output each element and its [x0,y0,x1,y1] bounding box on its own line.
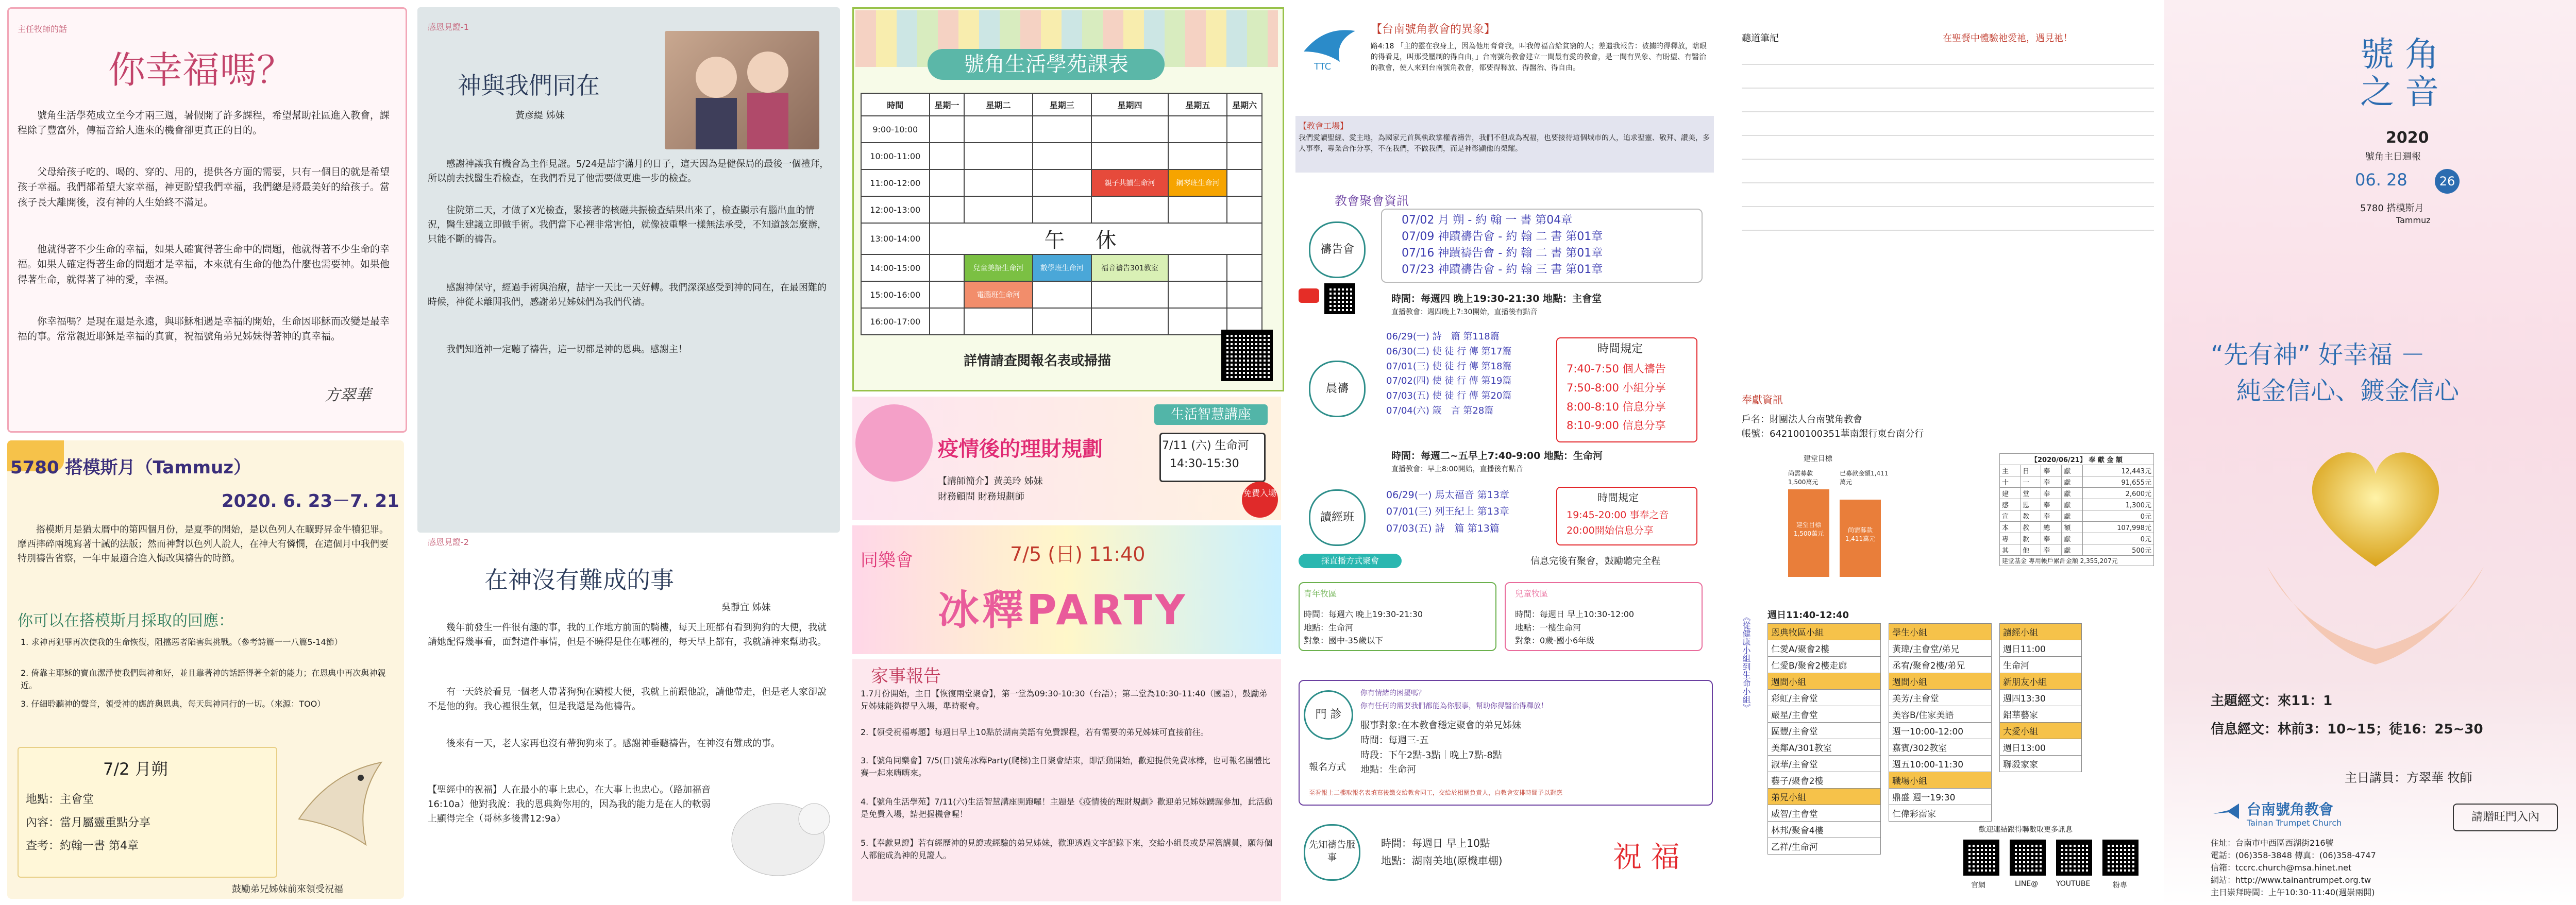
party-title: 冰釋PARTY [938,586,1188,634]
qr-label-fanpage: 粉專 [2113,881,2127,890]
group-item: 美鄰A/301教室 [1768,739,1881,756]
group-item: 週日13:00 [2000,739,2082,756]
fin-cell: 獻 [2062,544,2082,556]
group-item: 嘉賓/302教室 [1889,739,1992,756]
kids-label: 兒童牧區 [1515,589,1548,599]
bible-item-3: 07/03(五) 詩 篇 第13篇 [1386,522,1500,534]
youtube-icon[interactable] [1299,288,1319,303]
fin-cell: 建 [2000,488,2021,499]
fin-cell: 教 [2021,522,2041,533]
morning-item-5: 07/03(五) 使 徒 行 傳 第20篇 [1386,390,1512,402]
testimony-2-blessing: 【聖經中的祝福】人在最小的事上忠心，在大事上也忠心。（路加福音16:10a）他對我說：我的恩典夠你用的，因為我的能力是在人的軟弱上顯得完全（哥林多後書12:9a） [428,784,711,824]
news-item-4: 4.【號角生活學苑】7/11(六)生活智慧講座開跑囉！主題是《疫情後的理財規劃》歡迎弟兄姊妹踴躍參加，此活動是免費入場，請把握機會喔！ [861,797,1273,819]
group-item: 鼎盛 週一19:30 [1889,789,1992,805]
fin-cell: 款 [2021,533,2041,544]
class-computer: 電腦班生命河 [964,281,1033,308]
info-date: 7/2 月朔 [103,759,168,779]
group-header: 週日11:40-12:40 [1767,610,1849,621]
counsel-q2: 你有任何的需要我們都能為你服事，幫助你得醫治得釋放！ [1360,702,1548,710]
issue-date: 06. 28 [2355,170,2407,190]
bulletin-subtitle: 號角主日週報 [2365,151,2421,162]
bible-schedule-title: 時間規定 [1597,491,1639,504]
fin-cell: 本 [2000,522,2021,533]
bible-label: 讀經班 [1309,489,1366,546]
offering-bank: 帳號：642100100351華南銀行東台南分行 [1742,429,1924,439]
group-item: 區豐/主會堂 [1768,723,1881,739]
ttc-logo [1299,21,1360,72]
finance-table [1999,453,2154,566]
church-email[interactable]: 信箱：tccrc.church@msa.hinet.net [2211,863,2352,873]
offering-title: 奉獻資訊 [1742,394,1783,406]
svg-text:TTC: TTC [1314,61,1332,72]
schedule-title: 號角生活學苑課表 [928,49,1165,80]
offering-account: 戶名：財團法人台南號角教會 [1742,414,1862,425]
morning-schedule-title: 時間規定 [1597,343,1643,355]
group-item: 美容B/住家美語 [1889,706,1992,723]
prayer-note: 直播教會：週四晚上7:30開始，直播後有點音 [1391,308,1538,316]
group-item: 彩虹/主會堂 [1768,690,1881,706]
panel-cover [2164,0,2576,905]
slogan-line-1: “先有神” 好幸福 － [2211,340,2426,369]
sched-header: 星期二 [964,93,1033,116]
info-place: 地點：主會堂 [26,793,94,806]
group-item: 美芳/主會堂 [1889,690,1992,706]
news-item-1: 1.7月份開始，主日【恢復兩堂聚會】，第一堂為09:30-10:30（台語）；第二堂為10:30-11:40（國語），鼓勵弟兄姊妹能夠提早入場，準時聚會。 [861,689,1268,711]
receive-item-2: 2. 倚靠主耶穌的寶血潔淨使我們與神和好，並且靠著神的話語得著全新的能力；在恩典中再次與神親近。 [21,668,386,690]
lecture-tag: 生活智慧講座 [1154,404,1268,425]
fin-cell: 獻 [2062,476,2082,488]
fin-cell: 十 [2000,476,2021,488]
group-item: 週日11:00 [2000,640,2082,657]
party-org: 同樂會 [861,550,913,571]
fin-cell: 額 [2062,522,2082,533]
church-name-en: Tainan Trumpet Church [2247,818,2342,828]
group-item: 週一10:00-12:00 [1889,723,1992,739]
panel-meetings [1288,0,1721,905]
lunch-char-1: 午 [1044,229,1096,252]
bottom-note: 鼓勵弟兄姊妹前來領受祝福 [232,884,343,895]
group-side-note: 《從健康小組到生命小組》 [1741,613,1751,712]
morning-item-6: 07/04(六) 箴 言 第28篇 [1386,405,1494,416]
message-verse: 信息經文：林前3：10~15；徒16：25~30 [2211,722,2483,737]
sched-header: 時間 [861,93,930,116]
news-header: 教會聚會資訊 [1335,194,1409,208]
group-item: 恩典牧區小組 [1768,624,1881,640]
hands-illustration [2257,546,2494,675]
receive-item-1: 1. 求神再犯罪再次使我的生命恢復，阻擋惡者陷害與挑戰。（參考詩篇一一八篇5-14節） [21,637,343,647]
fin-total: 建堂基金 專用帳戶累計金額 2,355,207元 [2000,556,2154,566]
class-gospel: 福音禱告301教室 [1091,254,1168,281]
info-reading: 查考：約翰一書 第4章 [26,840,139,852]
prophetic-label: 先知禱告服事 [1304,824,1360,881]
qr-title: 歡迎連結跟得聯數取更多訊息 [1979,826,2073,834]
sched-time: 11:00-12:00 [861,169,930,196]
main-verse: 主題經文：來11：1 [2211,693,2333,709]
youth-time: 時間：每週六 晚上19:30-21:30 [1304,609,1423,619]
church-name: 台南號角教會 [2247,801,2334,818]
sched-time: 12:00-13:00 [861,196,930,223]
testimony-author-1: 黃彦緹 姊妹 [515,110,565,121]
youth-target: 對象：國中-35歲以下 [1304,636,1384,646]
testimony-tag-2: 感恩見證-2 [428,537,469,547]
counsel-place: 地點：生命河 [1360,764,1416,776]
fin-cell: 總 [2041,522,2062,533]
fin-amount: 107,998元 [2082,522,2153,533]
group-item: 週間小組 [1768,673,1881,690]
groups-col-1 [1767,623,1881,855]
fin-cell: 奉 [2041,488,2062,499]
morning-schedule-3: 8:00-8:10 信息分享 [1567,400,1666,413]
group-item: 嚴星/主會堂 [1768,706,1881,723]
morning-schedule-4: 8:10-9:00 信息分享 [1567,419,1666,432]
qr-label-youtube: YOUTUBE [2056,880,2091,888]
group-item: 鋁華藝家 [2000,706,2082,723]
mission-title: 【教會工場】 [1299,121,1349,131]
qr-label-line: LINE@ [2015,880,2039,888]
fin-amount: 1,300元 [2082,499,2153,510]
group-item: 淑華/主會堂 [1768,756,1881,772]
morning-note: 直播教會：早上8:00開始，直播後有點音 [1391,465,1523,473]
group-item: 學生小組 [1889,624,1992,640]
counsel-label: 門 診 [1304,690,1353,740]
group-item: 聯殺家家 [2000,756,2082,772]
fin-cell: 宣 [2000,510,2021,522]
counsel-q1: 你有情緒的困擾嗎？ [1360,689,1425,697]
testimony-1-para-4: 我們知道神一定聽了禱告，這一切都是神的恩典。感謝主！ [446,344,687,355]
lamb-illustration [721,762,835,896]
paragraph-1: 號角生活學苑成立至今才兩三週，暑假開了許多課程，希望幫助社區進入教會，課程除了豐富外，傳福音給人進來的機會卻更真正的目的。 [18,110,390,136]
church-phone: 電話：(06)358-3848 傳真：(06)358-4747 [2211,850,2376,860]
fin-amount: 500元 [2082,544,2153,556]
news-item-2: 2.【領受祝福專題】每週日早上10點於湖南美語有免費課程，若有需要的弟兄姊妹可直接前往。 [861,727,1209,737]
fin-cell: 奉 [2041,533,2062,544]
reserve-label: 報名方式 [1309,762,1346,773]
panel-testimonies [412,0,845,905]
sched-time: 9:00-10:00 [861,116,930,143]
class-english: 兒童美語生命河 [964,254,1033,281]
lecture-title: 疫情後的理財規劃 [938,437,1103,461]
line-qr-code[interactable] [2010,840,2046,876]
morning-item-1: 06/29(一) 詩 篇 第118篇 [1386,331,1500,342]
fin-cell: 奉 [2041,510,2062,522]
group-item: 仁愛A/聚會2樓 [1768,640,1881,657]
bible-item-1: 06/29(一) 馬太福音 第13章 [1386,489,1509,501]
morning-schedule-2: 7:50-8:00 小組分享 [1567,381,1666,394]
online-note: 信息完後有聚會，鼓勵聽完全程 [1530,556,1660,567]
group-item: 週五10:00-11:30 [1889,756,1992,772]
panel-pastor-message [0,0,412,905]
month-title: 5780 搭模斯月（Tammuz） [10,457,251,478]
fin-cell: 恩 [2021,499,2041,510]
testimony-1-para-3: 感謝神保守，經過手術與治療，喆宇一天比一天好轉。我們深深感受到神的同在，在最困難的時候，神從未離開我們，感謝弟兄姊妹們為我們代禱。 [428,282,827,308]
month-dates: 2020. 6. 23－7. 21 [222,491,399,511]
fanpage-qr-code[interactable] [2102,840,2139,876]
fin-cell: 奉 [2041,465,2062,476]
paragraph-4: 你幸福嗎？是現在還是永遠，與耶穌相遇是幸福的開始，生命因耶穌而改變是最幸福的事。常常親近耶穌是幸福的真實，祝福號角弟兄姊妹得著神的真幸福。 [18,316,390,343]
fin-cell: 獻 [2062,510,2082,522]
fin-amount: 2,600元 [2082,488,2153,499]
online-button[interactable]: 採直播方式聚會 [1299,554,1402,568]
fin-cell: 專 [2000,533,2021,544]
sched-header: 星期五 [1168,93,1227,116]
bar-remaining: 尚需募款 1,411萬元 [1840,500,1881,577]
hebrew-month: 5780 搭模斯月 [2360,203,2424,214]
sched-time: 16:00-17:00 [861,308,930,335]
month-text: 搭模斯月是猶太曆中的第四個月份，是夏季的開始，是以色列人在曠野昇金牛犢犯罪。摩西摔碎兩塊寫著十誡的法版；然而神對以色列人說人，在神大有憐憫，在這個月中我們要特別禱告省察，一年中最適合進入悔改與禱告的時節。 [18,524,389,564]
prayer-item-4: 07/23 神蹟禱告會 - 約 翰 三 書 第01章 [1402,263,1603,276]
class-piano: 鋼琴班生命河 [1168,169,1227,196]
lecture-speaker: 【講師簡介】黃美玲 姊妹 [938,476,1043,487]
fin-cell: 堂 [2021,488,2041,499]
youth-place: 地點：生命河 [1304,622,1354,633]
slogan-line-2: 純金信心、鍍金信心 [2236,377,2460,405]
chart-left-desc: 尚需募款1,500萬元 [1788,470,1819,486]
group-item: 週四13:30 [2000,690,2082,706]
party-date: 7/5 (日) 11:40 [1010,543,1146,566]
lecture-time: 14:30-15:30 [1170,457,1239,470]
group-item: 週間小組 [1889,673,1992,690]
info-content: 內容：當月屬靈重點分享 [26,816,151,829]
fin-cell: 日 [2021,465,2041,476]
bulletin-name-2: 之 音 [2360,72,2439,112]
schedule-qr-code[interactable] [1221,330,1273,381]
morning-schedule-1: 7:40-7:50 個人禱告 [1567,363,1666,375]
church-address: 住址：台南市中西區西湖街216號 [2211,838,2334,848]
speaker: 主日講員：方翠華 牧師 [2345,771,2472,785]
chart-title-left: 建堂目標 [1804,455,1832,463]
morning-time: 時間：每週二~五早上7:40-9:00 地點：生命河 [1391,450,1603,462]
group-item: 乙祥/生命河 [1768,838,1881,855]
lecture-date: 7/11 (六) 生命河 [1162,439,1249,452]
pig-bank-illustration [855,404,933,482]
group-item: 丞宥/聚會2樓/弟兄 [1889,657,1992,673]
notes-verse: 在聖餐中體驗祂愛祂，遇見祂！ [1943,33,2073,44]
service-time: 主日崇拜時間：上午10:30-11:40(週崇兩開) [2211,887,2375,897]
testimony-2-para-3: 後來有一天，老人家再也沒有帶狗狗來了。感謝神垂聽禱告，在神沒有難成的事。 [446,738,780,749]
tammuz: Tammuz [2396,215,2431,225]
dove-illustration [289,742,392,870]
counsel-service: 服事對象:在本教會穩定聚會的弟兄姊妹 [1360,720,1522,731]
paragraph-2: 父母給孩子吃的、喝的、穿的、用的，提供各方面的需要，只有一個目的就是希望孩子幸福。我們都希望大家幸福，神更盼望我們幸福，我們總是將最美好的給孩子。當孩子長大離開後，沒有神的人生始終不滿足。 [18,166,390,208]
church-website[interactable]: 網站：http://www.tainantrumpet.org.tw [2211,875,2371,885]
bible-schedule-1: 19:45-20:00 事奉之音 [1567,509,1669,521]
fin-cell: 一 [2021,476,2041,488]
news-item-5: 5.【奉獻見證】若有經歷神的見證或經驗的弟兄姊妹，歡迎透過文字記錄下來，交給小組長或是屋簷講員，願每個人都能成為神的見證人。 [861,838,1273,860]
groups-col-2 [1889,623,1992,822]
news-title: 家事報告 [871,666,941,687]
news-item-3: 3.【號角同樂會】7/5(日)號角冰釋Party(爬梯)主日聚會結束，即活動開始，歡迎提供免費冰棒，也可報名團體比賽一起來嗨嗨來。 [861,756,1271,778]
youth-label: 青年牧區 [1304,589,1337,599]
chart-right-desc: 已募款金額1,411萬元 [1840,470,1889,486]
group-item: 仁偉彩霈家 [1889,805,1992,822]
lecture-speaker-desc: 財務顧問 財務規劃師 [938,491,1024,502]
morning-item-4: 07/02(四) 使 徒 行 傳 第19篇 [1386,375,1512,387]
fin-cell: 獻 [2062,488,2082,499]
bulletin-name-1: 號 角 [2360,35,2439,74]
free-badge: 免費入場 [1242,482,1278,518]
prayer-item-1: 07/02 月 朔 - 約 翰 一 書 第04章 [1402,214,1573,227]
groups-col-3 [1999,623,2082,772]
group-item: 職場小組 [1889,772,1992,789]
class-parent-reading: 親子共讀生命河 [1091,169,1168,196]
fin-cell: 教 [2021,510,2041,522]
bible-item-2: 07/01(三) 列王紀上 第13章 [1386,506,1509,518]
group-item: 讀經小組 [2000,624,2082,640]
testimony-1-para-2: 住院第二天，才做了X光檢查，緊接著的核磁共振檢查結果出來了，檢查顯示有腦出血的情況，醫生建議立即做手術。我們當下心裡非常害怕，就像被重擊一樣無法承受，不知道該怎麼辦，只能不斷的禱告。 [428,205,827,245]
fin-amount: 0元 [2082,510,2153,522]
fin-cell: 獻 [2062,465,2082,476]
more-info: 詳情請查閱報名表或掃描 [964,353,1112,369]
website-qr-code[interactable] [1963,840,1999,876]
qr-label-website: 官網 [1971,881,1985,890]
prayer-item-3: 07/16 神蹟禱告會 - 約 翰 二 書 第01章 [1402,247,1603,260]
notes-label: 聽道筆記 [1742,33,1779,44]
fin-cell: 奉 [2041,476,2062,488]
sched-time: 14:00-15:00 [861,254,930,281]
sched-header: 星期三 [1033,93,1091,116]
kids-target: 對象：0歲-國小6年級 [1515,636,1595,646]
testimony-author-2: 吳靜宜 姊妹 [721,602,771,613]
vision-title: 【台南號角教會的異象】 [1371,23,1496,36]
prayer-label: 禱告會 [1309,221,1366,278]
testimony-2-para-1: 幾年前發生一件很有趣的事，我的工作地方前面的騎樓，每天上班都有看到狗狗的大便，我就請她配得幾事看，面對這件事情，但是不曉得是住在哪裡的，每天早上都有，我就請神來幫助我。 [428,622,827,647]
bless-char: 祝 福 [1613,841,1680,874]
group-item: 弟兄小組 [1768,789,1881,805]
testimony-2-para-2: 有一天終於看見一個老人帶著狗狗在騎樓大便，我就上前跟他說，請他帶走，但是老人家卻說不是他的狗。我心裡很生氣，但是我還是為他禱告。 [428,687,827,712]
sched-time: 13:00-14:00 [861,223,930,254]
issue-number: 26 [2435,169,2460,194]
bless-time: 時間：每週日 早上10點 [1381,837,1490,849]
fin-amount: 91,655元 [2082,476,2153,488]
sched-header: 星期四 [1091,93,1168,116]
testimony-1-para-1: 感謝神讓我有機會為主作見證。5/24是喆宇滿月的日子，這天因為是健保局的最後一個禮拜，所以前去找醫生看檢查，在我們看見了他需要做更進一步的檢查。 [428,159,829,184]
testimony-title-1: 神與我們同在 [458,72,600,99]
fin-cell: 主 [2000,465,2021,476]
trumpet-logo-icon [2211,801,2242,822]
prayer-qr-code[interactable] [1324,283,1355,314]
bible-schedule-2: 20:00開始信息分享 [1567,525,1654,537]
kids-place: 地點：一樓生命河 [1515,622,1581,633]
lunch-char-2: 休 [1096,229,1148,252]
fin-cell: 獻 [2062,533,2082,544]
counsel-time: 時間：每週三-五 [1360,735,1429,746]
prayer-time: 時間：每週四 晚上19:30-21:30 地點：主會堂 [1391,293,1602,304]
fin-cell: 奉 [2041,499,2062,510]
group-item: 仁愛B/聚會2樓走廊 [1768,657,1881,673]
fin-header: 【2020/06/21】 奉 獻 金 額 [2000,454,2154,465]
family-photo [665,31,819,149]
bless-place: 地點：湖南美地(原機車棚) [1381,855,1503,867]
counsel-hours: 時段：下午2點-3點｜晚上7點-8點 [1360,749,1502,761]
signature: 方翠華 [325,386,371,404]
notes-lines[interactable] [1742,41,2154,231]
morning-item-3: 07/01(三) 使 徒 行 傳 第18篇 [1386,361,1512,372]
fin-cell: 感 [2000,499,2021,510]
group-item: 生命河 [2000,657,2082,673]
morning-item-2: 06/30(二) 使 徒 行 傳 第17篇 [1386,346,1512,357]
bar-goal: 建堂目標 1,500萬元 [1788,489,1829,577]
mission-text: 我們愛讀聖經、愛主地，為國家元首與執政掌權者禱告，我們不但成為祝福，也要接待這個城市的人，追求聖靈、敬拜、讚美，多人事奉，專業合作分享，不在我們，不做我們，而是神彰顯他的榮耀。 [1299,134,1710,153]
fin-cell: 奉 [2041,544,2062,556]
sched-time: 10:00-11:00 [861,143,930,169]
group-item: 黃瑋/主會堂/弟兄 [1889,640,1992,657]
year: 2020 [2386,129,2429,147]
sched-time: 15:00-16:00 [861,281,930,308]
fin-cell: 獻 [2062,499,2082,510]
schedule-table [861,93,1262,335]
receive-item-3: 3. 仔細聆聽神的聲音，領受神的應許與恩典，每天與神同行的一切。（來源：TOO） [21,699,326,709]
class-math: 數學班生命河 [1033,254,1091,281]
section-tag: 主任牧師的話 [18,24,68,34]
morning-label: 晨禱 [1309,361,1366,417]
group-item: 新朋友小組 [2000,673,2082,690]
testimony-title-2: 在神沒有難成的事 [484,566,674,594]
prayer-item-2: 07/09 神蹟禱告會 - 約 翰 二 書 第01章 [1402,230,1603,243]
entrance-stamp: 請贈旺門入內 [2453,804,2558,831]
panel-schedule [845,0,1288,905]
panel-notes-offering [1721,0,2164,905]
fin-amount: 12,443元 [2082,465,2153,476]
receive-title: 你可以在搭模斯月採取的回應： [18,612,234,630]
kids-time: 時間：每週日 早上10:30-12:00 [1515,609,1635,619]
sched-header: 星期一 [930,93,965,116]
testimony-tag-1: 感恩見證-1 [428,22,469,32]
youtube-qr-code[interactable] [2056,840,2092,876]
article-title: 你幸福嗎？ [108,48,294,92]
fin-cell: 其 [2000,544,2021,556]
vision-text: 路4:18 「主的靈在我身上，因為他用膏膏我，叫我傳福音給貧窮的人；差遣我報告：被擄的得釋放，瞎眼的得看見，叫那受壓制的得自由，」台南號角教會建立一間最有愛的教會，是一間有異象、有盼望、有醫治的教會，使人來到台南號角教會，都要得釋放、得醫治、得自由。 [1371,42,1707,72]
reserve-note: 至看報上二樓取報名表填寫後繳交給教會同工，交給於相關負責人，自教會安排時間予以對應 [1309,789,1563,796]
building-fund-chart [1767,443,1901,577]
group-item: 大愛小組 [2000,723,2082,739]
fin-amount: 0元 [2082,533,2153,544]
group-item: 藝子/聚會2樓 [1768,772,1881,789]
group-item: 林邦/聚會4樓 [1768,822,1881,838]
fin-cell: 他 [2021,544,2041,556]
paragraph-3: 他就得著不少生命的幸福，如果人確實得著生命中的問題，他就得著不少生命的幸福。如果人確定得著生命的問題才是幸福，本來就有生命的他為什麼也需要神。如果他得著生命，就得著了神的愛，幸福。 [18,244,390,285]
group-item: 威智/主會堂 [1768,805,1881,822]
sched-header: 星期六 [1227,93,1262,116]
